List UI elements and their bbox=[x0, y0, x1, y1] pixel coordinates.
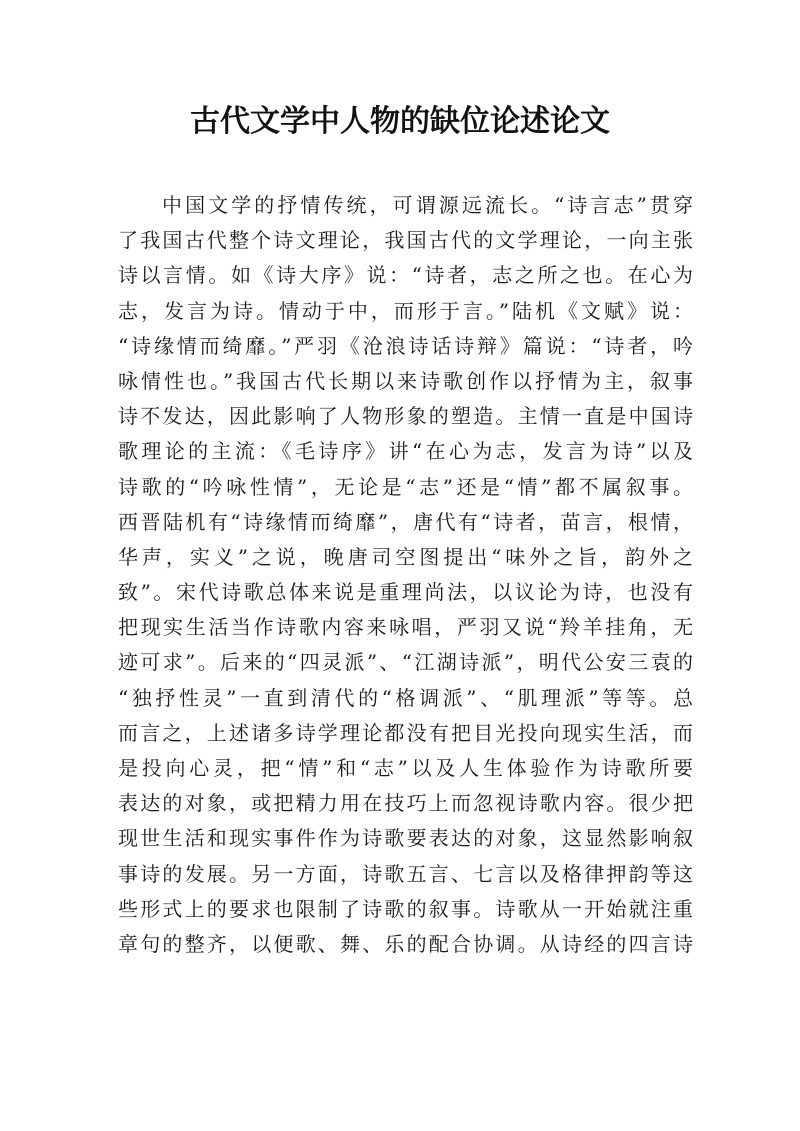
text-line: 章句的整齐，以便歌、舞、乐的配合协调。从诗经的四言诗 bbox=[118, 931, 693, 956]
text-line: 诗以言情。如《诗大序》说：“诗者，志之所之也。在心为 bbox=[118, 263, 693, 288]
text-line: 表达的对象，或把精力用在技巧上而忽视诗歌内容。很少把 bbox=[118, 791, 693, 816]
body-paragraph bbox=[118, 188, 693, 962]
text-line: 诗不发达，因此影响了人物形象的塑造。主情一直是中国诗 bbox=[118, 404, 693, 429]
document-title: 古代文学中人物的缺位论述论文 bbox=[190, 104, 610, 139]
text-line: 致”。宋代诗歌总体来说是重理尚法，以议论为诗，也没有 bbox=[118, 580, 693, 605]
text-line: “独抒性灵”一直到清代的“格调派”、“肌理派”等等。总 bbox=[118, 685, 693, 710]
text-line: 是投向心灵，把“情”和“志”以及人生体验作为诗歌所要 bbox=[118, 756, 693, 780]
text-line: 志，发言为诗。情动于中，而形于言。”陆机《文赋》说： bbox=[118, 298, 693, 323]
text-line: 咏情性也。”我国古代长期以来诗歌创作以抒情为主，叙事 bbox=[118, 368, 693, 393]
text-line: 歌理论的主流：《毛诗序》讲“在心为志，发言为诗”以及 bbox=[118, 439, 693, 464]
text-line: 迹可求”。后来的“四灵派”、“江湖诗派”，明代公安三袁的 bbox=[118, 650, 693, 675]
text-line: 些形式上的要求也限制了诗歌的叙事。诗歌从一开始就注重 bbox=[118, 896, 693, 921]
text-line: 而言之，上述诸多诗学理论都没有把目光投向现实生活，而 bbox=[118, 720, 693, 745]
text-line: 华声，实义”之说，晚唐司空图提出“味外之旨，韵外之 bbox=[118, 544, 693, 569]
text-line: 中国文学的抒情传统，可谓源远流长。“诗言志”贯穿 bbox=[162, 193, 693, 217]
text-line: 西晋陆机有“诗缘情而绮靡”，唐代有“诗者，苗言，根情， bbox=[118, 509, 693, 534]
text-line: 了我国古代整个诗文理论，我国古代的文学理论，一向主张 bbox=[118, 228, 693, 253]
text-line: 现世生活和现实事件作为诗歌要表达的对象，这显然影响叙 bbox=[118, 826, 693, 851]
text-line: 诗歌的“吟咏性情”，无论是“志”还是“情”都不属叙事。 bbox=[118, 474, 693, 499]
text-line: “诗缘情而绮靡。”严羽《沧浪诗话诗辩》篇说：“诗者，吟 bbox=[118, 333, 693, 358]
text-line: 事诗的发展。另一方面，诗歌五言、七言以及格律押韵等这 bbox=[118, 861, 693, 886]
text-line: 把现实生活当作诗歌内容来咏唱，严羽又说“羚羊挂角，无 bbox=[118, 615, 693, 640]
